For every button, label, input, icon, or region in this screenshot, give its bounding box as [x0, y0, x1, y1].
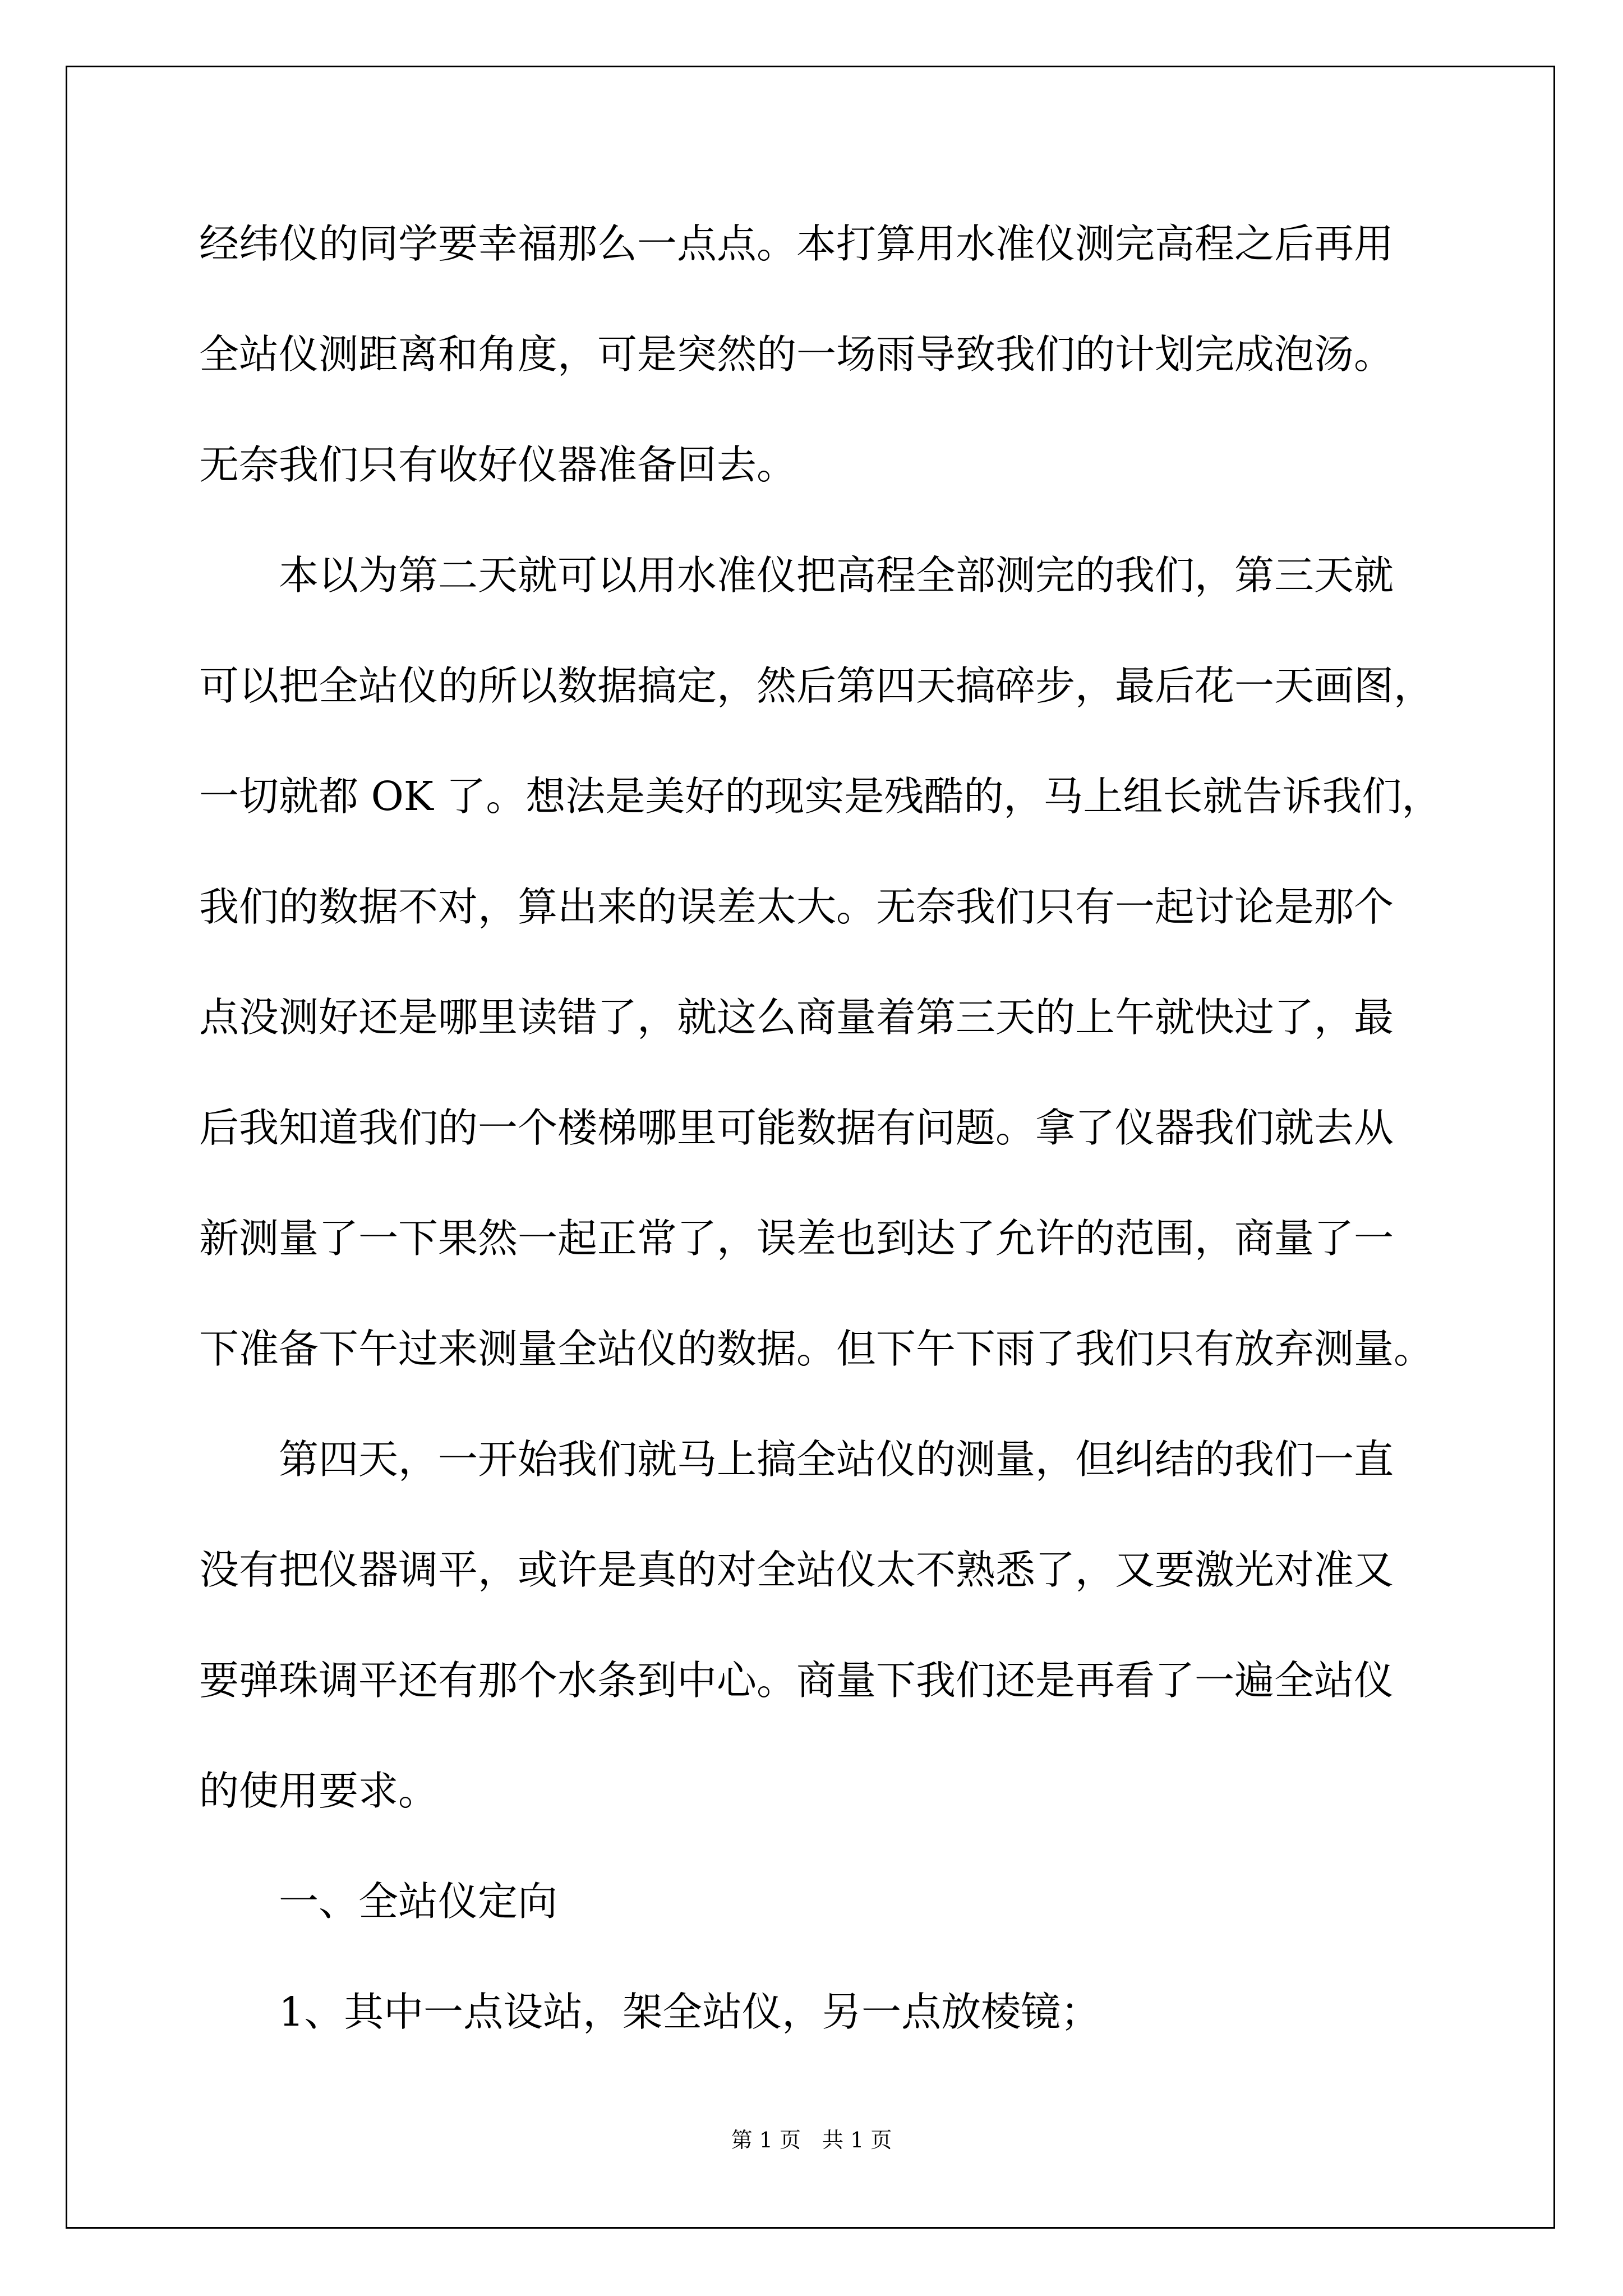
text-line: 经纬仪的同学要幸福那么一点点。本打算用水准仪测完高程之后再用: [199, 220, 1394, 267]
page-footer: 第 1 页 共 1 页: [731, 2128, 892, 2152]
text-line: 无奈我们只有收好仪器准备回去。: [199, 441, 797, 488]
text-line: 可以把全站仪的所以数据搞定，然后第四天搞碎步，最后花一天画图，: [199, 662, 1434, 709]
text-line: 后我知道我们的一个楼梯哪里可能数据有问题。拿了仪器我们就去从: [199, 1105, 1394, 1151]
text-line: 要弹珠调平还有那个水条到中心。商量下我们还是再看了一遍全站仪: [199, 1657, 1394, 1704]
text-line: 我们的数据不对，算出来的误差太大。无奈我们只有一起讨论是那个: [199, 884, 1394, 930]
text-line: 新测量了一下果然一起正常了，误差也到达了允许的范围，商量了一: [199, 1215, 1394, 1262]
text-line: 一、全站仪定向: [199, 1878, 558, 1925]
text-line: 没有把仪器调平，或许是真的对全站仪太不熟悉了，又要激光对准又: [199, 1547, 1394, 1593]
text-line: 点没测好还是哪里读错了，就这么商量着第三天的上午就快过了，最: [199, 994, 1394, 1041]
text-line: 1、其中一点设站，架全站仪，另一点放棱镜；: [199, 1989, 1101, 2035]
text-line: 第四天，一开始我们就马上搞全站仪的测量，但纠结的我们一直: [199, 1436, 1394, 1483]
text-line: 下准备下午过来测量全站仪的数据。但下午下雨了我们只有放弃测量。: [199, 1326, 1434, 1372]
text-line: 全站仪测距离和角度，可是突然的一场雨导致我们的计划完成泡汤。: [199, 331, 1394, 378]
text-line: 本以为第二天就可以用水准仪把高程全部测完的我们，第三天就: [199, 552, 1394, 599]
text-line: 一切就都 OK 了。想法是美好的现实是残酷的，马上组长就告诉我们，: [199, 773, 1442, 820]
text-line: 的使用要求。: [199, 1768, 439, 1814]
